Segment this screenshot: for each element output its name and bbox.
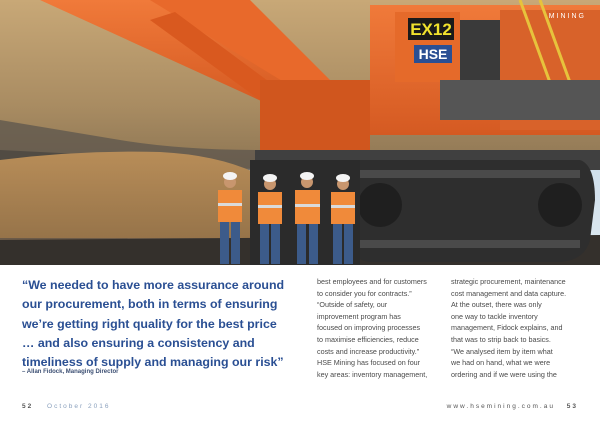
pull-quote <box>22 276 292 372</box>
pull-quote-line: … and also ensuring a consistency and <box>22 335 255 350</box>
body-text-line: At the outset, there was only <box>451 300 542 310</box>
machine-id-label: EX12 <box>410 20 452 39</box>
pull-quote-line: we’re getting right quality for the best price <box>22 316 277 331</box>
pull-quote-line: our procurement, both in terms of ensuring <box>22 297 278 312</box>
body-text-line: one way to tackle inventory <box>451 311 538 321</box>
body-text-line: best employees and for customers <box>317 277 427 286</box>
folio-left <box>22 403 110 410</box>
pull-quote-line: timeliness of supply and managing our risk” <box>22 355 284 370</box>
body-text-line: key areas: inventory management, <box>317 369 428 379</box>
body-column-1 <box>317 276 445 380</box>
body-text-line: HSE Mining has focused on four <box>317 358 421 368</box>
body-text-line: we had on hand, what we were <box>451 358 551 368</box>
body-text-line: management, Fidock explains, and <box>451 323 563 333</box>
body-text-line: “Outside of safety, our <box>317 300 388 310</box>
body-text-line: cost management and data capture. <box>451 288 567 298</box>
issue-date: October 2016 <box>47 403 111 410</box>
website-url: www.hsemining.com.au <box>446 403 555 410</box>
page-number-left: 52 <box>22 403 34 410</box>
body-text-line: to consider you for contracts.” <box>317 288 412 298</box>
pull-quote-line: “We needed to have more assurance around <box>22 278 285 292</box>
folio-right <box>447 403 578 410</box>
body-text-line: focused on improving processes <box>317 323 421 333</box>
brand-logo-label: HSE <box>418 46 448 62</box>
body-text-line: improvement program has <box>317 311 401 321</box>
body-text-line: “We analysed item by item what <box>451 346 553 356</box>
body-text-line: ordering and if we were using the <box>451 369 557 379</box>
section-label: MINING <box>548 13 586 20</box>
body-column-2 <box>451 276 579 380</box>
body-text-line: costs and increase productivity.” <box>317 346 420 356</box>
quote-attribution: – Allan Fidock, Managing Director <box>22 369 119 375</box>
page-number-right: 53 <box>566 403 578 410</box>
body-text-line: that was to strip back to basics. <box>451 334 551 344</box>
body-text-line: strategic procurement, maintenance <box>451 277 566 286</box>
body-text-line: to maximise efficiencies, reduce <box>317 334 419 344</box>
